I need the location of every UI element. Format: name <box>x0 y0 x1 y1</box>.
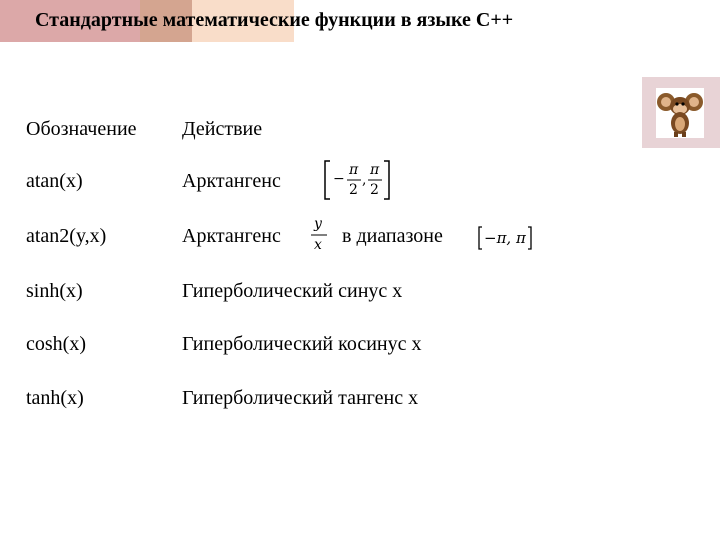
logo-panel <box>642 77 720 148</box>
ratio-formula <box>308 214 330 256</box>
ratio-denominator: x <box>314 237 322 253</box>
ratio-numerator: y <box>314 216 322 232</box>
atan-two-denominator-1: 2 <box>349 182 358 198</box>
pi-range-text: −π, π <box>484 229 526 247</box>
header-designation: Обозначение <box>26 118 137 140</box>
atan-comma: , <box>362 172 367 188</box>
pi-range-formula <box>476 224 536 252</box>
header-action: Действие <box>182 118 263 140</box>
row-cosh-action: Гиперболический косинус x <box>182 333 422 355</box>
row-sinh-action: Гиперболический синус x <box>182 280 403 302</box>
atan-pi-numerator-1: π <box>349 162 359 178</box>
row-atan2-designation: atan2(y,x) <box>26 225 107 247</box>
row-sinh-designation: sinh(x) <box>26 280 83 302</box>
atan-pi-numerator-2: π <box>370 162 380 178</box>
row-atan2-range-text: в диапазоне <box>342 225 443 247</box>
atan-two-denominator-2: 2 <box>370 182 379 198</box>
row-tanh-designation: tanh(x) <box>26 387 84 409</box>
row-cosh-designation: cosh(x) <box>26 333 86 355</box>
row-tanh-action: Гиперболический тангенс x <box>182 387 419 409</box>
row-atan2-action: Арктангенс <box>182 225 281 247</box>
row-atan-designation: atan(x) <box>26 170 83 192</box>
atan-range-formula <box>322 159 392 201</box>
row-atan-action: Арктангенс <box>182 170 281 192</box>
slide-title: Стандартные математические функции в языке С++ <box>35 9 514 31</box>
cheburashka-icon <box>656 88 704 138</box>
atan-minus-sign: − <box>333 171 345 187</box>
